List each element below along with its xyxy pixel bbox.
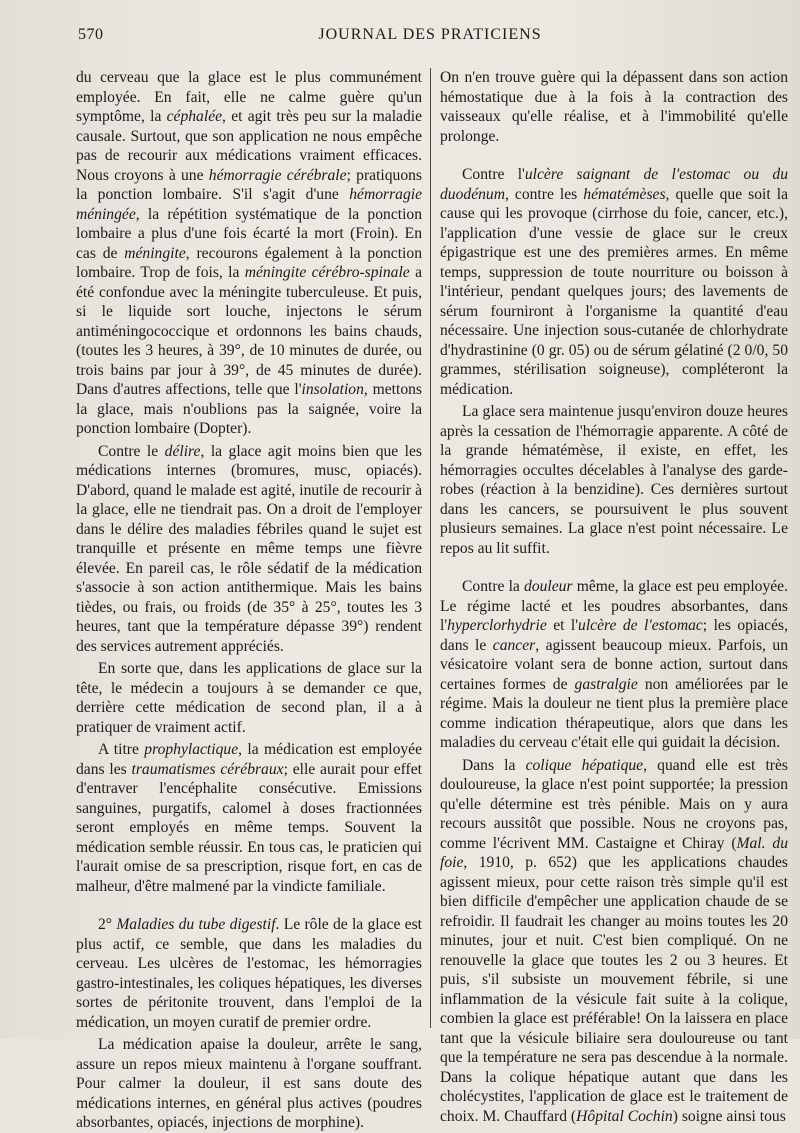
paragraph	[440, 756, 788, 1127]
right-column	[440, 68, 788, 1126]
text-run: Dans la	[462, 756, 526, 774]
italic-text: délire	[164, 442, 201, 460]
text-run: , quelle que soit la cause qui les provoque (cirrhose du foie, cancer, etc.), l'application d'une vessie de glace sur le creux épigastrique est une des premières armes. En même temps, suppression de toute nourriture ou boisson à l'intérieur, pendant quelques jours; des lavements de sérum fourniront à l'organisme la quantité d'eau nécessaire. Une injection sous-cutanée de chlorhydrate d'hydrastinine (0 gr. 05) ou de sérum gélatiné (2 0/0, 50 grammes, stérilisation soigneuse), compléteront la médication.	[440, 185, 788, 398]
text-run: Contre le	[98, 442, 165, 460]
text-run: , recourons également à la ponction lombaire. Trop de fois, la	[76, 244, 422, 281]
left-column	[76, 68, 422, 1133]
text-run: , contre les	[504, 185, 584, 203]
text-run: ) soigne ainsi tous	[672, 1107, 786, 1125]
text-run: , quand elle est très douloureuse, la glace n'est point supportée; la pression qu'elle détermine est très pénible. Mais on y aura recours aussitôt que possible. Nous ne croyons pas, comme l'écrivent MM. Castaigne et Chiray (	[440, 756, 788, 852]
italic-text: insolation	[301, 381, 364, 398]
paragraph	[440, 402, 788, 558]
text-run: Contre la	[462, 578, 525, 595]
text-run: Contre l'	[462, 166, 525, 183]
text-run: du cerveau que la glace est le plus communément employée. En fait, elle ne calme guère qu'un symptôme, la	[76, 69, 422, 125]
italic-text: méningite cérébro-spinale	[244, 264, 410, 281]
italic-text: céphalée	[166, 108, 223, 125]
text-run: . Le rôle de la glace est plus actif, ce semble, que dans les maladies du cerveau. Les ulcères de l'estomac, les hémorragies gastro-intestinales, les coliques hépatiques, les diverses sortes de péritonite trouvent, dans l'emploi de la médication, un moyen curatif de premier ordre.	[76, 916, 422, 1031]
paragraph	[440, 165, 788, 399]
text-run: ; pratiquons la ponction lombaire. S'il s'agit d'une	[76, 166, 422, 203]
text-run: La médication apaise la douleur, arrête le sang, assure un repos mieux maintenu à l'organe souffrant. Pour calmer la douleur, il est sans doute des médications internes, en général plus actives (poudres absorbantes, opiacés, injections de morphine).	[76, 1036, 422, 1131]
paragraph	[76, 659, 422, 737]
page-number: 570	[78, 26, 104, 43]
page-header	[0, 26, 800, 50]
text-run: , 1910, p. 652) que les applications chaudes agissent mieux, pour cette raison très simple qu'il est bien difficile d'empêcher une application chaude de se refroidir. Il faudrait les changer au moins toutes les 20 minutes, jour et nuit. C'est bien compliqué. On ne renouvelle la glace que toutes les 2 ou 3 heures. Et puis, s'il subsiste un mouvement fébrile, si une inflammation de la vésicule fait suite à la colique, combien la glace est préférable! On la laissera en place tant que la vésicule biliaire sera douloureuse ou tant que la température ne sera pas descendue à la normale. Dans la colique hépatique autant que dans les cholécystites, l'application de glace est le traitement de choix. M. Chauffard (	[440, 854, 788, 1125]
journal-title: JOURNAL DES PRATICIENS	[318, 26, 542, 43]
italic-text: traumatismes cérébraux	[131, 760, 284, 778]
italic-text: hyperclorhydrie	[447, 617, 547, 634]
italic-text: prophylactique	[144, 741, 239, 758]
text-run: , la glace agit moins bien que les médications internes (bromures, musc, opiacés). D'abord, quand le malade est agité, inutile de recourir à la glace, elle ne tiendrait pas. On a droit de l'employer dans le délire des maladies fébriles quand le sujet est tranquille et présente en même temps une fièvre élevée. En pareil cas, le rôle sédatif de la médication s'associe à son action antithermique. Mais les bains tièdes, ou frais, ou froids (de 35° à 25°, toutes les 3 heures, tant que la température dépasse 39°) rendent des services autrement appréciés.	[76, 442, 423, 655]
text-run: ; elle aurait pour effet d'entraver l'encéphalite consécutive. Emissions sanguines, purgatifs, calomel à doses fractionnées seront employés en même temps. Souvent la médication semble réussir. En tous cas, le praticien qui l'aurait omise de sa prescription, risque fort, en cas de malheur, d'être malmené par la vindicte familiale.	[76, 760, 422, 895]
italic-text: hématémèses	[583, 185, 666, 203]
text-run: , agissent beaucoup mieux. Parfois, un vésicatoire volant sera de bonne action, surtout dans certaines formes de	[440, 636, 788, 693]
text-run: 2°	[98, 916, 117, 933]
text-run: La glace sera maintenue jusqu'environ douze heures après la cessation de l'hémorragie apparente. A côté de la grande hématémèse, il existe, en effet, les hémorragies occultes décelables à l'analyse des garde-robes (réaction à la benzidine). Ces dernières surtout dans les cancers, se poursuivent le plus souvent plusieurs semaines. La glace n'est point nécessaire. Le repos au lit suffit.	[440, 403, 788, 557]
italic-text: ulcère de l'estomac	[578, 617, 703, 634]
paragraph	[440, 68, 788, 146]
italic-text: méningite	[124, 244, 186, 262]
column-divider	[430, 68, 431, 1028]
italic-text: hémorragie cérébrale	[208, 166, 347, 184]
text-run: a été confondue avec la méningite tuberculeuse. Et puis, si le liquide sort louche, injectons le sérum antiméningococcique et ordonnons les bains chauds, (toutes les 3 heures, à 39°, de 10 minutes de durée, ou trois bains par jour à 39°, de 45 minutes de durée). Dans d'autres affections, telle que l'	[76, 264, 422, 398]
paragraph	[440, 577, 788, 753]
text-run: , et agit très peu sur la maladie causale. Surtout, que son application ne nous empêche pas de recourir aux médications vraiment efficaces. Nous croyons à une	[76, 108, 422, 184]
text-run: , mettons la glace, mais n'oublions pas la saignée, voire la ponction lombaire (Dopter).	[76, 381, 422, 437]
paragraph	[76, 1035, 422, 1133]
text-run: On n'en trouve guère qui la dépassent dans son action hémostatique due à la fois à la contraction des vaisseaux qu'elle réalise, et à l'immobilité qu'elle prolonge.	[440, 69, 788, 145]
italic-text: douleur	[524, 578, 573, 595]
text-run: même, la glace est peu employée. Le régime lacté et les poudres absorbantes, dans l'	[440, 578, 788, 634]
italic-text: cancer	[492, 636, 536, 654]
italic-text: ulcère saignant de l'estomac ou du duodénum	[440, 166, 788, 203]
text-run: non améliorées par le régime. Mais la douleur ne tient plus la première place comme indication thérapeutique, alors que dans les maladies du cerveau c'était elle qui guidait la décision.	[440, 675, 789, 751]
italic-text: hémorragie méningée	[76, 186, 422, 223]
text-run: En sorte que, dans les applications de glace sur la tête, le médecin a toujours à se demander ce que, derrière cette médication de second plan, il a à pratiquer de vraiment actif.	[76, 660, 422, 736]
paragraph	[76, 740, 422, 896]
paragraph	[76, 915, 422, 1032]
paragraph	[76, 68, 422, 439]
italic-text: gastralgie	[574, 675, 638, 693]
text-run: , la répétition systématique de la ponction lombaire a plus d'une fois écarté la mort (Froin). En cas de	[76, 205, 422, 262]
italic-text: Maladies du tube digestif	[116, 916, 276, 933]
text-run: et l'	[546, 617, 579, 634]
text-run: A titre	[98, 741, 145, 758]
italic-text: colique hépatique	[525, 756, 644, 774]
italic-text: Mal. du foie	[440, 834, 789, 871]
paragraph	[76, 442, 422, 657]
italic-text: Hôpital Cochin	[576, 1107, 673, 1125]
text-run: ; les opiacés, dans le	[440, 617, 788, 654]
text-run: , la médication est employée dans les	[76, 741, 423, 778]
